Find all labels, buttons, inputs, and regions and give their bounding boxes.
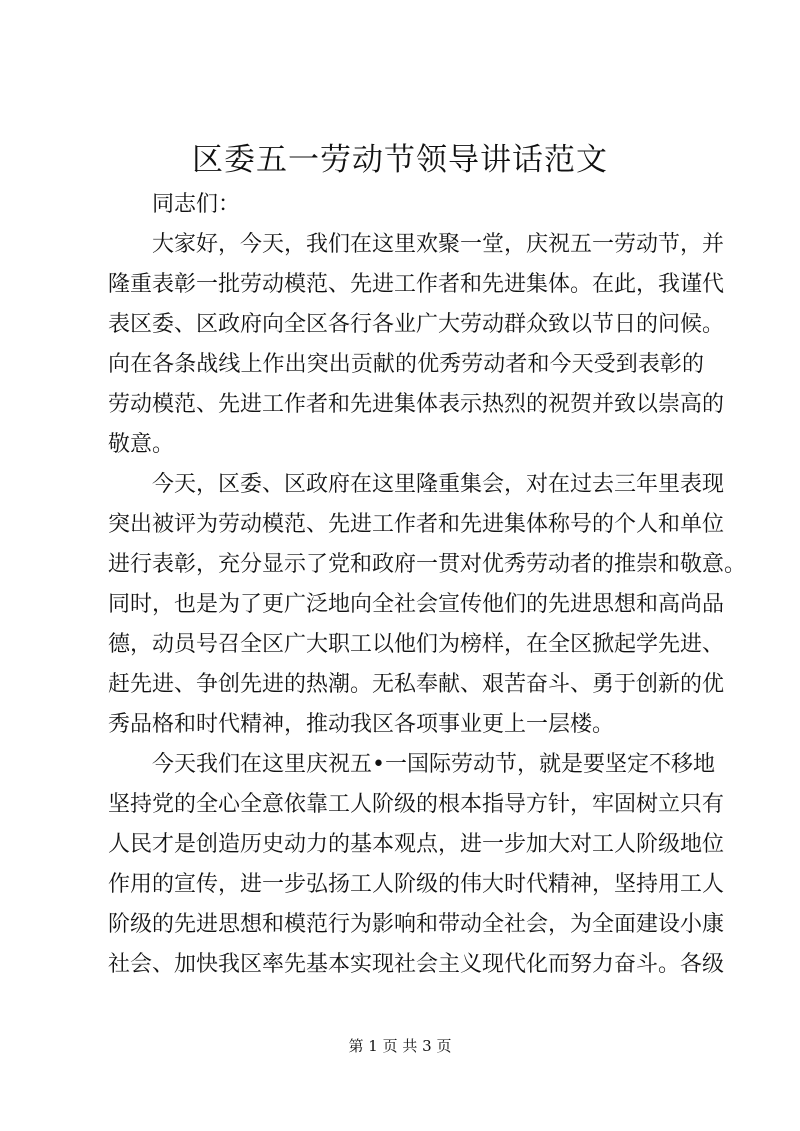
paragraph-line: 今天我们在这里庆祝五•一国际劳动节，就是要坚定不移地	[152, 752, 715, 777]
paragraph-2	[108, 465, 747, 745]
greeting: 同志们：	[152, 192, 241, 217]
paragraph-line: 坚持党的全心全意依靠工人阶级的根本指导方针，牢固树立只有	[108, 792, 725, 817]
document-title: 区委五一劳动节领导讲话范文	[192, 142, 608, 178]
paragraph-line: 同时，也是为了更广泛地向全社会宣传他们的先进思想和高尚品	[108, 592, 725, 617]
paragraph-line: 今天，区委、区政府在这里隆重集会，对在过去三年里表现	[152, 472, 725, 497]
paragraph-line: 向在各条战线上作出突出贡献的优秀劳动者和今天受到表彰的	[108, 352, 704, 377]
paragraph-line: 阶级的先进思想和模范行为影响和带动全社会，为全面建设小康	[108, 912, 725, 937]
paragraph-line: 秀品格和时代精神，推动我区各项事业更上一层楼。	[108, 712, 615, 737]
paragraph-1	[108, 225, 725, 465]
paragraph-line: 赶先进、争创先进的热潮。无私奉献、艰苦奋斗、勇于创新的优	[108, 672, 725, 697]
paragraph-line: 作用的宣传，进一步弘扬工人阶级的伟大时代精神，坚持用工人	[108, 872, 725, 897]
paragraph-line: 社会、加快我区率先基本实现社会主义现代化而努力奋斗。各级	[108, 952, 725, 977]
document-body	[108, 185, 747, 985]
paragraph-line: 进行表彰，充分显示了党和政府一贯对优秀劳动者的推崇和敬意。	[108, 552, 747, 577]
paragraph-line: 敬意。	[108, 432, 175, 457]
paragraph-line: 表区委、区政府向全区各行各业广大劳动群众致以节日的问候。	[108, 312, 725, 337]
paragraph-line: 隆重表彰一批劳动模范、先进工作者和先进集体。在此，我谨代	[108, 272, 725, 297]
paragraph-line: 人民才是创造历史动力的基本观点，进一步加大对工人阶级地位	[108, 832, 725, 857]
paragraph-line: 德，动员号召全区广大职工以他们为榜样，在全区掀起学先进、	[108, 632, 725, 657]
paragraph-line: 突出被评为劳动模范、先进工作者和先进集体称号的个人和单位	[108, 512, 725, 537]
page-number-footer: 第 1 页 共 3 页	[348, 1037, 452, 1055]
paragraph-3	[108, 745, 725, 985]
paragraph-line: 劳动模范、先进工作者和先进集体表示热烈的祝贺并致以崇高的	[108, 392, 725, 417]
paragraph-line: 大家好，今天，我们在这里欢聚一堂，庆祝五一劳动节，并	[152, 232, 725, 257]
